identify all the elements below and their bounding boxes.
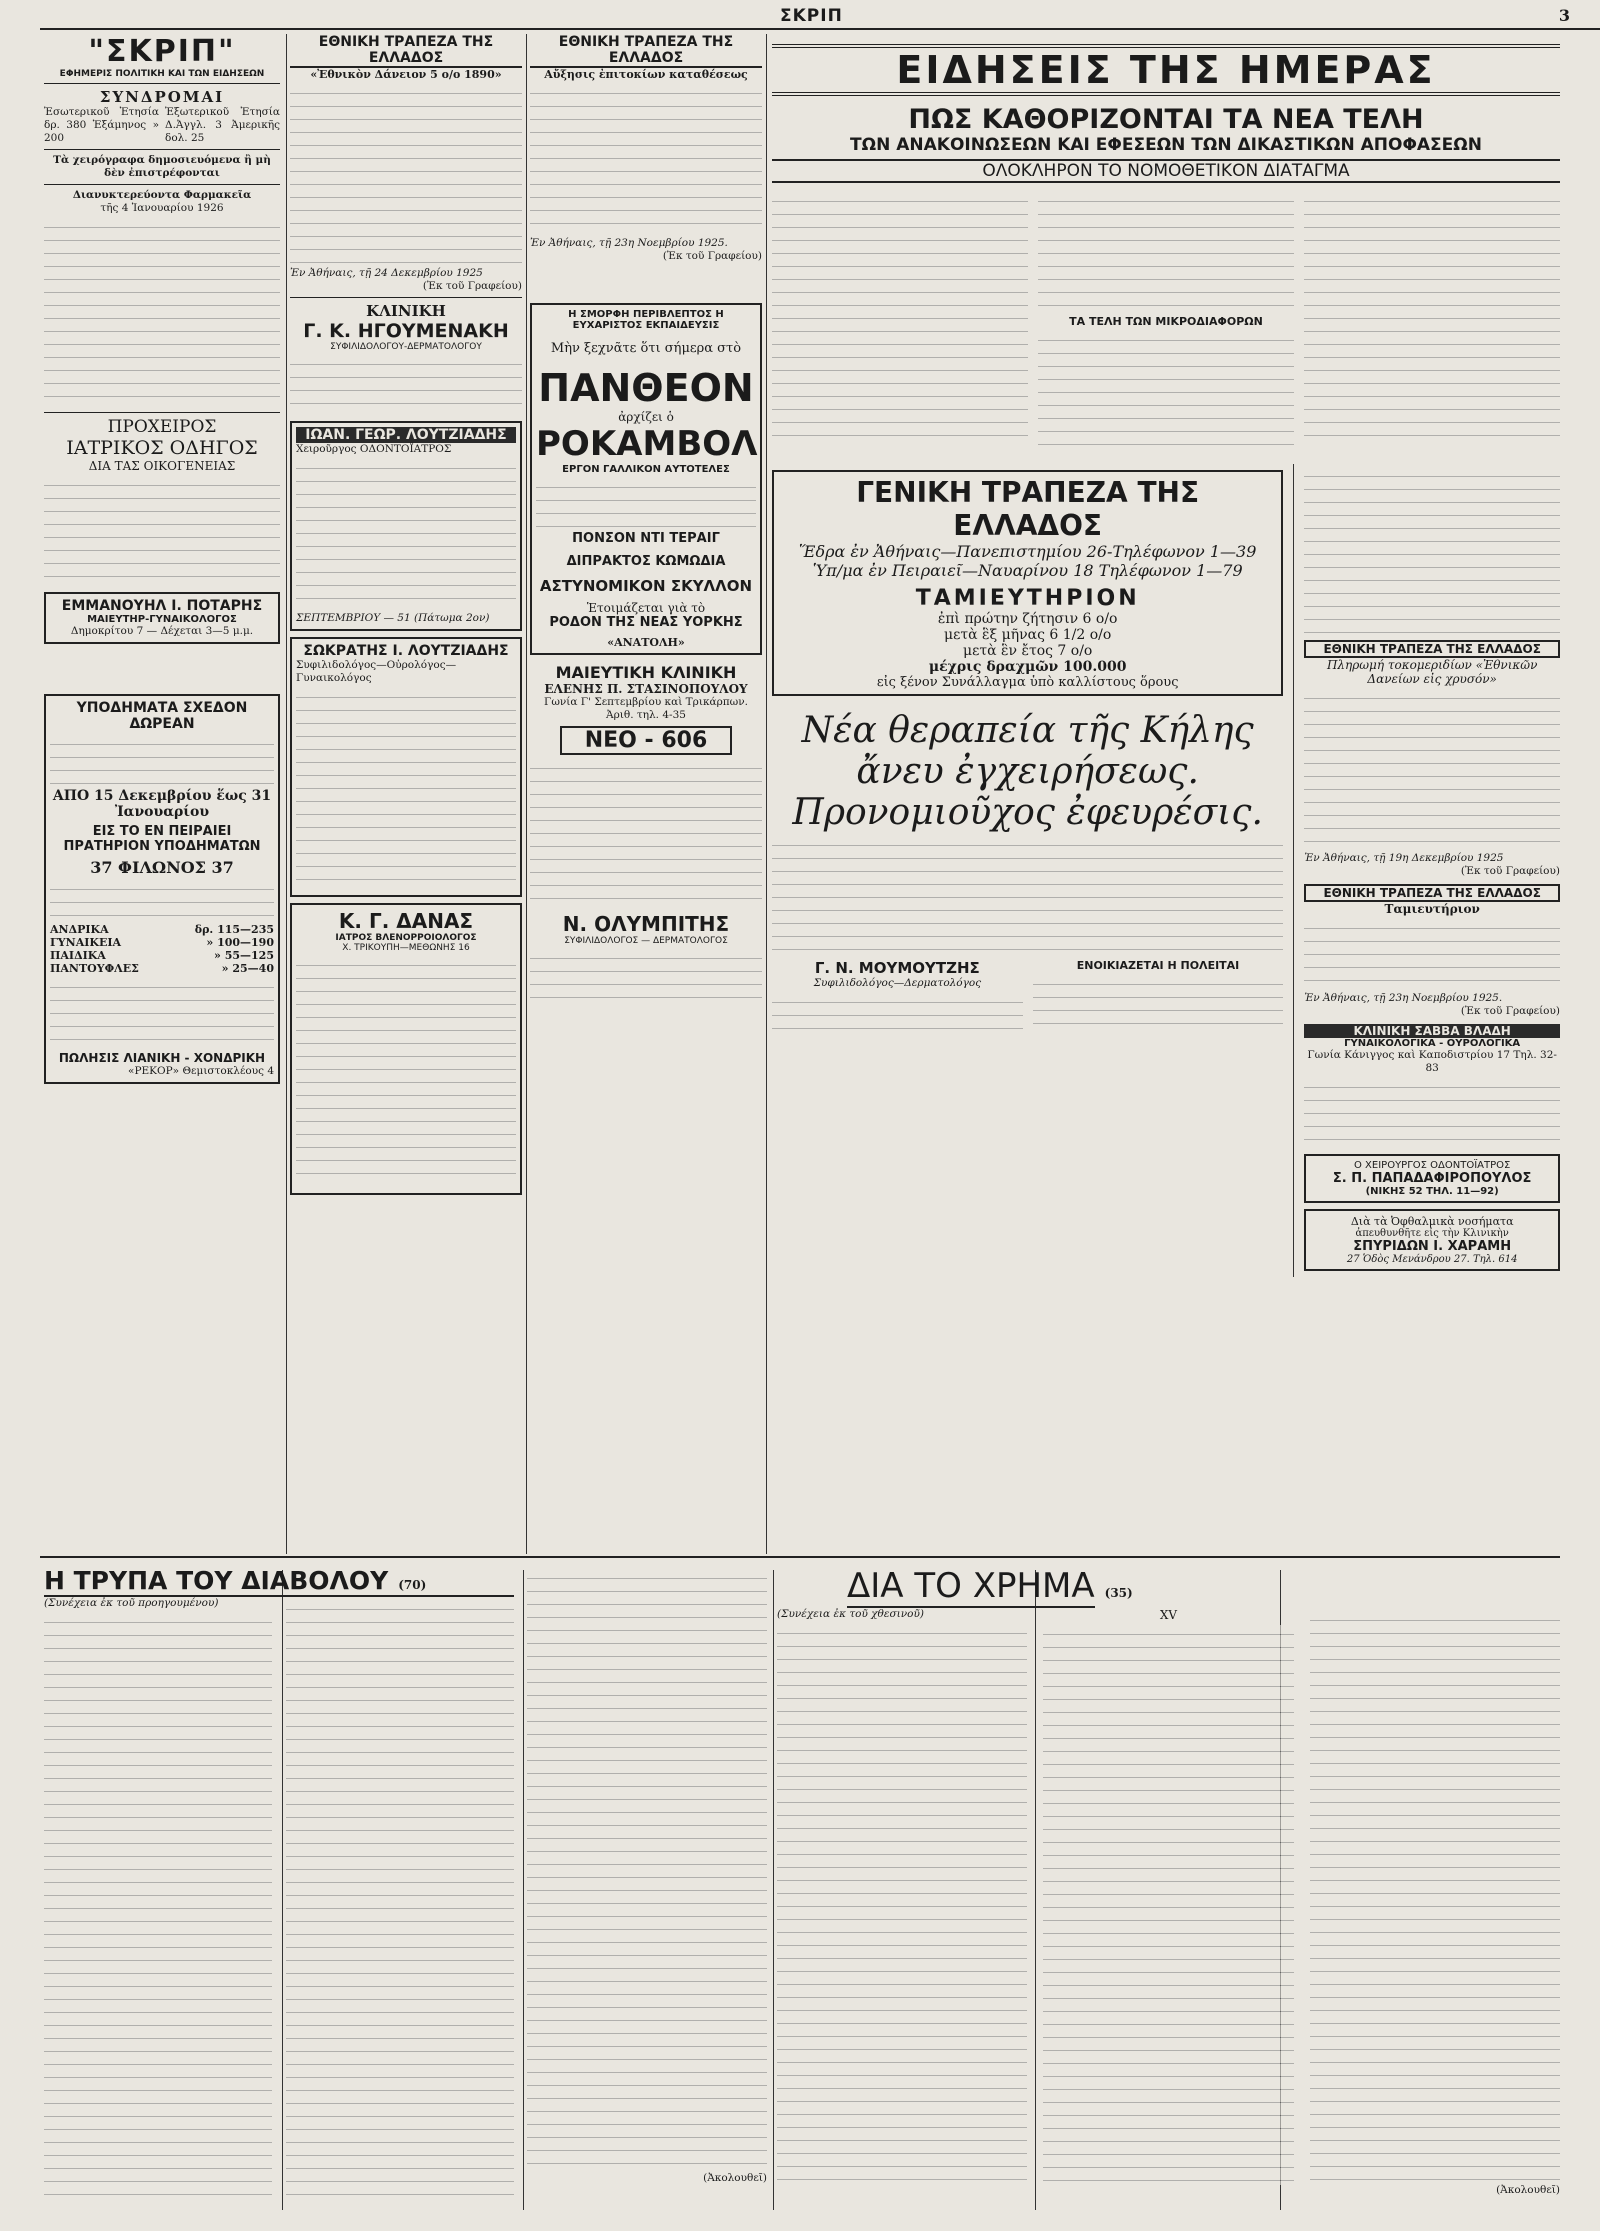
bank2-title: ΕΘΝΙΚΗ ΤΡΑΠΕΖΑ ΤΗΣ ΕΛΛΑΔΟΣ bbox=[530, 34, 762, 68]
news-banner: ΕΙΔΗΣΕΙΣ ΤΗΣ ΗΜΕΡΑΣ bbox=[772, 44, 1560, 96]
maternity-address: Γωνία Γ' Σεπτεμβρίου καὶ Τρικάρπων. Ἀριθ. τηλ. 4-35 bbox=[544, 696, 748, 721]
loutziadis-name: ΙΩΑΝ. ΓΕΩΡ. ΛΟΥΤΖΙΑΔΗΣ bbox=[296, 427, 516, 443]
dentist-line: Ο ΧΕΙΡΟΥΡΓΟΣ ΟΔΟΝΤΟΪΑΤΡΟΣ bbox=[1354, 1160, 1511, 1171]
bank2-signature: Ἐν Ἀθήναις, τῇ 23η Νοεμβρίου 1925. bbox=[530, 237, 728, 249]
subscriptions-title: ΣΥΝΔΡΟΜΑΙ bbox=[99, 88, 225, 106]
theatre-night: ΠΟΝΣΟΝ ΝΤΙ ΤΕΡΑΙΓ bbox=[572, 531, 720, 546]
olympitis-name: Ν. ΟΛΥΜΠΙΤΗΣ bbox=[562, 912, 730, 936]
theatre-film: ΡΟΔΟΝ ΤΗΣ ΝΕΑΣ ΥΟΡΚΗΣ bbox=[549, 615, 743, 630]
price-label: ΠΑΝΤΟΥΦΛΕΣ bbox=[50, 962, 139, 975]
shoes-ad bbox=[44, 694, 280, 1084]
loutziadis-street: ΣΕΠΤΕΜΒΡΙΟΥ — 51 (Πάτωμα 2ον) bbox=[296, 612, 490, 624]
olympitis-subtitle: ΣΥΦΙΛΙΔΟΛΟΓΟΣ — ΔΕΡΜΑΤΟΛΟΓΟΣ bbox=[564, 936, 728, 946]
bank1-title: ΕΘΝΙΚΗ ΤΡΑΠΕΖΑ ΤΗΣ ΕΛΛΑΔΟΣ bbox=[290, 34, 522, 68]
theatre-play-intro: ἀρχίζει ὁ bbox=[618, 410, 674, 424]
bank2-subtitle: Αὔξησις ἐπιτοκίων καταθέσεως bbox=[544, 68, 748, 81]
hernia-line-2: ἄνευ ἐγχειρήσεως. bbox=[856, 751, 1199, 792]
bank1-source: (Ἐκ τοῦ Γραφείου) bbox=[422, 280, 522, 292]
general-bank-fx: εἰς ξένον Συνάλλαγμα ὑπὸ καλλίστους ὅρους bbox=[876, 675, 1179, 690]
masthead-tagline: ΕΦΗΜΕΡΙΣ ΠΟΛΙΤΙΚΗ ΚΑΙ ΤΩΝ ΕΙΔΗΣΕΩΝ bbox=[59, 69, 265, 79]
shoes-dates: ΑΠΟ 15 Δεκεμβρίου ἕως 31 Ἰανουαρίου bbox=[52, 788, 272, 820]
masthead-name: "ΣΚΡΙΠ" bbox=[88, 34, 236, 69]
news-headline-2: ΤΩΝ ΑΝΑΚΟΙΝΩΣΕΩΝ ΚΑΙ ΕΦΕΣΕΩΝ ΤΩΝ ΔΙΚΑΣΤΙΚΩΝ ΑΠΟΦΑΣΕΩΝ bbox=[850, 135, 1482, 155]
theatre-note: ΕΡΓΟΝ ΓΑΛΛΙΚΟΝ ΑΥΤΟΤΕΛΕΣ bbox=[562, 464, 730, 475]
potaris-address: Δημοκρίτου 7 — Δέχεται 3—5 μ.μ. bbox=[70, 625, 254, 637]
bank3-source: (Ἐκ τοῦ Γραφείου) bbox=[1460, 865, 1560, 877]
bank4-source: (Ἐκ τοῦ Γραφείου) bbox=[1460, 1005, 1560, 1017]
potaris-title: ΜΑΙΕΥΤΗΡ-ΓΥΝΑΙΚΟΛΟΓΟΣ bbox=[87, 614, 237, 625]
loutziadis-line: Χειροῦργος ΟΔΟΝΤΟΪΑΤΡΟΣ bbox=[296, 443, 452, 455]
charami-ad bbox=[1304, 1209, 1560, 1271]
loutziadis-ad bbox=[290, 421, 522, 631]
charami-pre: Διὰ τὰ Ὀφθαλμικὰ νοσήματα bbox=[1350, 1215, 1514, 1228]
hernia-line-1: Νέα θεραπεία τῆς Κήλης bbox=[801, 710, 1254, 751]
theatre-comedy: ΔΙΠΡΑΚΤΟΣ ΚΩΜΩΔΙΑ bbox=[566, 554, 726, 569]
sokratis-name: ΣΩΚΡΑΤΗΣ Ι. ΛΟΥΤΖΙΑΔΗΣ bbox=[303, 643, 509, 659]
serial1-end: (Ἀκολουθεῖ) bbox=[703, 2172, 767, 2184]
hernia-line-3: Προνομιοῦχος ἐφευρέσις. bbox=[792, 792, 1263, 833]
theatre-tagline: Η ΣΜΟΡΦΗ ΠΕΡΙΒΛΕΠΤΟΣ Η ΕΥΧΑΡΙΣΤΟΣ ΕΚΠΑΙΔΕΥΣΙΣ bbox=[568, 309, 724, 331]
potaris-ad bbox=[44, 592, 280, 644]
serial2-number: (35) bbox=[1104, 1586, 1133, 1600]
serial2-end: (Ἀκολουθεῖ) bbox=[1496, 2184, 1560, 2196]
serial-1 bbox=[44, 1566, 514, 2206]
serial1-number: (70) bbox=[398, 1578, 427, 1592]
price-value: δρ. 115—235 bbox=[194, 923, 274, 936]
clinic-title: ΚΛΙΝΙΚΗ bbox=[366, 302, 446, 320]
column-3 bbox=[530, 34, 762, 1554]
potaris-name: ΕΜΜΑΝΟΥΗΛ Ι. ΠΟΤΑΡΗΣ bbox=[61, 598, 263, 614]
clinic-name: Γ. Κ. ΗΓΟΥΜΕΝΑΚΗ bbox=[303, 320, 509, 342]
page-number: 3 bbox=[1558, 6, 1570, 25]
manuscripts-note: Τὰ χειρόγραφα δημοσιευόμενα ἢ μὴ δὲν ἐπιστρέφονται bbox=[53, 154, 271, 179]
news-block bbox=[772, 34, 1560, 1554]
general-bank-max: μέχρις δραχμῶν 100.000 bbox=[928, 659, 1127, 675]
rent-title: ΕΝΟΙΚΙΑΖΕΤΑΙ Η ΠΟΛΕΙΤΑΙ bbox=[1076, 959, 1240, 972]
general-bank-hq: Ἕδρα ἐν Ἀθήναις—Πανεπιστημίου 26-Τηλέφωνον 1—39 bbox=[798, 542, 1257, 561]
price-label: ΑΝΔΡΙΚΑ bbox=[50, 923, 109, 936]
theatre-venue: ΠΑΝΘΕΟΝ bbox=[538, 366, 754, 410]
guide-title-1: ΠΡΟΧΕΙΡΟΣ bbox=[107, 417, 217, 437]
news-subhead: ΤΑ ΤΕΛΗ ΤΩΝ ΜΙΚΡΟΔΙΑΦΟΡΩΝ bbox=[1069, 315, 1263, 328]
pharmacies-title: Διανυκτερεύοντα Φαρμακεῖα bbox=[72, 189, 252, 201]
price-value: » 25—40 bbox=[221, 962, 274, 975]
theatre-coming: Ἑτοιμάζεται γιὰ τὸ bbox=[586, 601, 706, 615]
shoes-street: 37 ΦΙΛΩΝΟΣ 37 bbox=[90, 858, 234, 877]
page-header bbox=[40, 6, 1600, 30]
sokratis-line: Συφιλιδολόγος—Οὐρολόγος—Γυναικολόγος bbox=[296, 659, 457, 684]
subscriptions-domestic: Ἐσωτερικοῦ Ἐτησία δρ. 380 Ἑξάμηνος » 200 bbox=[44, 106, 159, 144]
general-bank-title: ΓΕΝΙΚΗ ΤΡΑΠΕΖΑ ΤΗΣ ΕΛΛΑΔΟΣ bbox=[856, 476, 1200, 542]
shoes-sale: ΠΩΛΗΣΙΣ ΛΙΑΝΙΚΗ - ΧΟΝΔΡΙΚΗ bbox=[58, 1051, 266, 1065]
general-bank-branch: Ὑπ/μα ἐν Πειραιεῖ—Ναυαρίνου 18 Τηλέφωνον 1—79 bbox=[812, 561, 1243, 580]
maternity-name: ΕΛΕΝΗΣ Π. ΣΤΑΣΙΝΟΠΟΥΛΟΥ bbox=[544, 682, 748, 696]
theatre-hero: ΑΣΤΥΝΟΜΙΚΟΝ ΣΚΥΛΛΟΝ bbox=[539, 577, 753, 595]
bank3-title: ΕΘΝΙΚΗ ΤΡΑΠΕΖΑ ΤΗΣ ΕΛΛΑΔΟΣ bbox=[1304, 640, 1560, 658]
general-bank-ad bbox=[772, 470, 1283, 696]
general-bank-rate-3: μετὰ ἓν ἔτος 7 ο/ο bbox=[962, 643, 1093, 659]
serial2-chapter: XV bbox=[1159, 1608, 1178, 1622]
general-bank-kind: ΤΑΜΙΕΥΤΗΡΙΟΝ bbox=[915, 586, 1140, 611]
serial2-title: ΔΙΑ ΤΟ ΧΡΗΜΑ bbox=[847, 1566, 1095, 1606]
danas-name: Κ. Γ. ΔΑΝΑΣ bbox=[338, 909, 474, 933]
charami-name: ΣΠΥΡΙΔΩΝ Ι. ΧΑΡΑΜΗ bbox=[1353, 1239, 1512, 1254]
vladis-title: ΚΛΙΝΙΚΗ ΣΑΒΒΑ ΒΛΑΔΗ bbox=[1304, 1024, 1560, 1038]
shoes-price-list bbox=[50, 923, 274, 975]
bank4-signature: Ἐν Ἀθήναις, τῇ 23η Νοεμβρίου 1925. bbox=[1304, 992, 1503, 1004]
vladis-address: Γωνία Κάνιγγος καὶ Καποδιστρίου 17 Τηλ. 32-83 bbox=[1307, 1049, 1557, 1074]
rekor-address: «ΡΕΚΟΡ» Θεμιστοκλέους 4 bbox=[128, 1065, 274, 1077]
bank1-signature: Ἐν Ἀθήναις, τῇ 24 Δεκεμβρίου 1925 bbox=[290, 267, 483, 279]
general-bank-rate-2: μετὰ ἓξ μῆνας 6 1/2 ο/ο bbox=[943, 627, 1112, 643]
serial1-continued: (Συνέχεια ἐκ τοῦ προηγουμένου) bbox=[44, 1597, 219, 1609]
serial1-title: Η ΤΡΥΠΑ ΤΟΥ ΔΙΑΒΟΛΟΥ bbox=[44, 1566, 389, 1595]
theatre-intro: Μὴν ξεχνᾶτε ὅτι σήμερα στὸ bbox=[550, 341, 742, 356]
bank3-signature: Ἐν Ἀθήναις, τῇ 19η Δεκεμβρίου 1925 bbox=[1304, 852, 1504, 864]
theatre-play: ΡΟΚΑΜΒΟΛ bbox=[536, 424, 758, 464]
bank4-subtitle: Ταμιευτήριον bbox=[1384, 902, 1480, 916]
shoes-title: ΥΠΟΔΗΜΑΤΑ ΣΧΕΔΟΝ ΔΩΡΕΑΝ bbox=[76, 700, 248, 732]
general-bank-rate-1: ἐπὶ πρώτην ζήτησιν 6 ο/ο bbox=[937, 611, 1118, 627]
price-label: ΠΑΙΔΙΚΑ bbox=[50, 949, 106, 962]
charami-line: ἀπευθυνθῆτε εἰς τὴν Κλινικὴν bbox=[1355, 1228, 1509, 1239]
dentist-ad bbox=[1304, 1154, 1560, 1203]
price-value: » 100—190 bbox=[206, 936, 274, 949]
bank4-title: ΕΘΝΙΚΗ ΤΡΑΠΕΖΑ ΤΗΣ ΕΛΛΑΔΟΣ bbox=[1304, 884, 1560, 902]
moumoutzis-line: Συφιλιδολόγος—Δερματολόγος bbox=[813, 977, 982, 989]
header-title: ΣΚΡΙΠ bbox=[780, 6, 843, 26]
moumoutzis-name: Γ. Ν. ΜΟΥΜΟΥΤΖΗΣ bbox=[814, 959, 980, 977]
maternity-title: ΜΑΙΕΥΤΙΚΗ ΚΛΙΝΙΚΗ bbox=[555, 663, 737, 682]
guide-title-3: ΔΙΑ ΤΑΣ ΟΙΚΟΓΕΝΕΙΑΣ bbox=[88, 459, 236, 473]
serial-1-col3 bbox=[527, 1566, 767, 2206]
dentist-name: Σ. Π. ΠΑΠΑΔΑΦΙΡΟΠΟΥΛΟΣ bbox=[1332, 1171, 1532, 1186]
news-headline-3: ΟΛΟΚΛΗΡΟΝ ΤΟ ΝΟΜΟΘΕΤΙΚΟΝ ΔΙΑΤΑΓΜΑ bbox=[772, 159, 1560, 183]
charami-address: 27 Ὁδὸς Μενάνδρου 27. Τηλ. 614 bbox=[1346, 1254, 1518, 1265]
danas-address: Χ. ΤΡΙΚΟΥΠΗ—ΜΕΘΩΝΗΣ 16 bbox=[342, 943, 470, 953]
serial-2 bbox=[777, 1566, 1560, 2206]
pharmacies-date: τῆς 4 Ἰανουαρίου 1926 bbox=[100, 202, 224, 214]
danas-line: ΙΑΤΡΟΣ ΒΛΕΝΟΡΡΟΙΟΛΟΓΟΣ bbox=[335, 933, 477, 943]
news-headline-1: ΠΩΣ ΚΑΘΟΡΙΖΟΝΤΑΙ ΤΑ ΝΕΑ ΤΕΛΗ bbox=[908, 104, 1424, 135]
serial2-continued: (Συνέχεια ἐκ τοῦ χθεσινοῦ) bbox=[777, 1608, 924, 1620]
price-value: » 55—125 bbox=[214, 949, 274, 962]
shoes-store: ΕΙΣ ΤΟ ΕΝ ΠΕΙΡΑΙΕΙ ΠΡΑΤΗΡΙΟΝ ΥΠΟΔΗΜΑΤΩΝ bbox=[63, 824, 261, 854]
subscriptions-foreign: Ἐξωτερικοῦ Ἐτησία Δ.Ἀγγλ. 3 Ἀμερικῆς δολ. 25 bbox=[165, 106, 280, 144]
clinic-subtitle: ΣΥΦΙΛΙΔΟΛΟΓΟΥ-ΔΕΡΜΑΤΟΛΟΓΟΥ bbox=[330, 342, 482, 352]
neo606-title: ΝΕΟ - 606 bbox=[560, 726, 732, 755]
column-1 bbox=[44, 34, 280, 1554]
theatre-house: «ΑΝΑΤΟΛΗ» bbox=[607, 636, 685, 649]
guide-title-2: ΙΑΤΡΙΚΟΣ ΟΔΗΓΟΣ bbox=[66, 437, 258, 459]
vladis-subtitle: ΓΥΝΑΙΚΟΛΟΓΙΚΑ - ΟΥΡΟΛΟΓΙΚΑ bbox=[1344, 1038, 1521, 1049]
price-label: ΓΥΝΑΙΚΕΙΑ bbox=[50, 936, 122, 949]
bank2-source: (Ἐκ τοῦ Γραφείου) bbox=[662, 250, 762, 262]
bank3-subtitle: Πληρωμή τοκομεριδίων «Ἐθνικῶν Δανείων εἰς χρυσόν» bbox=[1326, 658, 1538, 686]
theatre-ad bbox=[530, 303, 762, 655]
column-2 bbox=[290, 34, 522, 1554]
danas-ad bbox=[290, 903, 522, 1195]
sokratis-ad bbox=[290, 637, 522, 897]
dentist-address: (ΝΙΚΗΣ 52 ΤΗΛ. 11—92) bbox=[1365, 1186, 1499, 1197]
bank1-subtitle: «Ἐθνικὸν Δάνειον 5 ο/ο 1890» bbox=[310, 68, 502, 81]
